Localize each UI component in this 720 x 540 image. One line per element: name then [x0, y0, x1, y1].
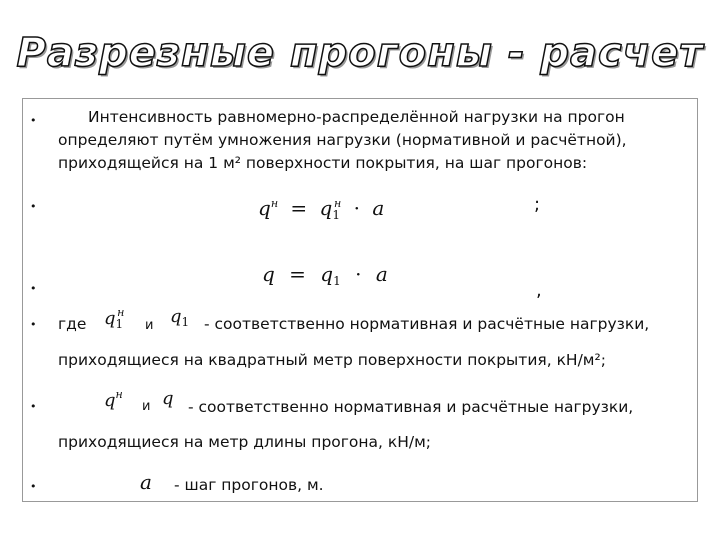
slide-title: Разрезные прогоны - расчет — [16, 30, 704, 76]
formula-punctuation: , — [536, 280, 542, 301]
paragraph-line: определяют путём умножения нагрузки (нормативной и расчётной), — [58, 131, 627, 149]
paragraph-line: Интенсивность равномерно-распределённой нагрузки на прогон — [88, 108, 625, 126]
conjunction: и — [142, 399, 151, 414]
paragraph-lead: где — [58, 315, 87, 333]
formula-punctuation: ; — [534, 194, 541, 215]
formula-design: $q = q_1 \cdot a$ — [262, 262, 388, 288]
formula-normative: $q^н = q_1^н \cdot a$ — [258, 196, 385, 222]
paragraph-line: приходящейся на 1 м² поверхности покрытия, на шаг прогонов: — [58, 154, 588, 172]
symbol-q1-normative: $q_1^н$ — [104, 306, 125, 331]
paragraph-line: приходящиеся на квадратный метр поверхности покрытия, кН/м²; — [58, 351, 606, 369]
paragraph-line: приходящиеся на метр длины прогона, кН/м; — [58, 433, 432, 451]
bullet-marker: • — [30, 282, 37, 295]
bullet-marker: • — [30, 400, 37, 413]
bullet-marker: • — [30, 200, 37, 213]
symbol-q1-design: $q_1$ — [170, 306, 190, 329]
bullet-marker: • — [30, 480, 37, 493]
paragraph-line: - шаг прогонов, м. — [174, 476, 324, 494]
bullet-marker: • — [30, 114, 37, 127]
paragraph-line: - соответственно нормативная и расчётные нагрузки, — [188, 398, 634, 416]
symbol-a: a — [140, 470, 152, 494]
bullet-marker: • — [30, 318, 37, 331]
paragraph-line: - соответственно нормативная и расчётные нагрузки, — [204, 315, 650, 333]
symbol-q-design: q — [162, 388, 174, 409]
symbol-q-normative: $q^н$ — [104, 388, 123, 411]
conjunction: и — [145, 318, 154, 333]
